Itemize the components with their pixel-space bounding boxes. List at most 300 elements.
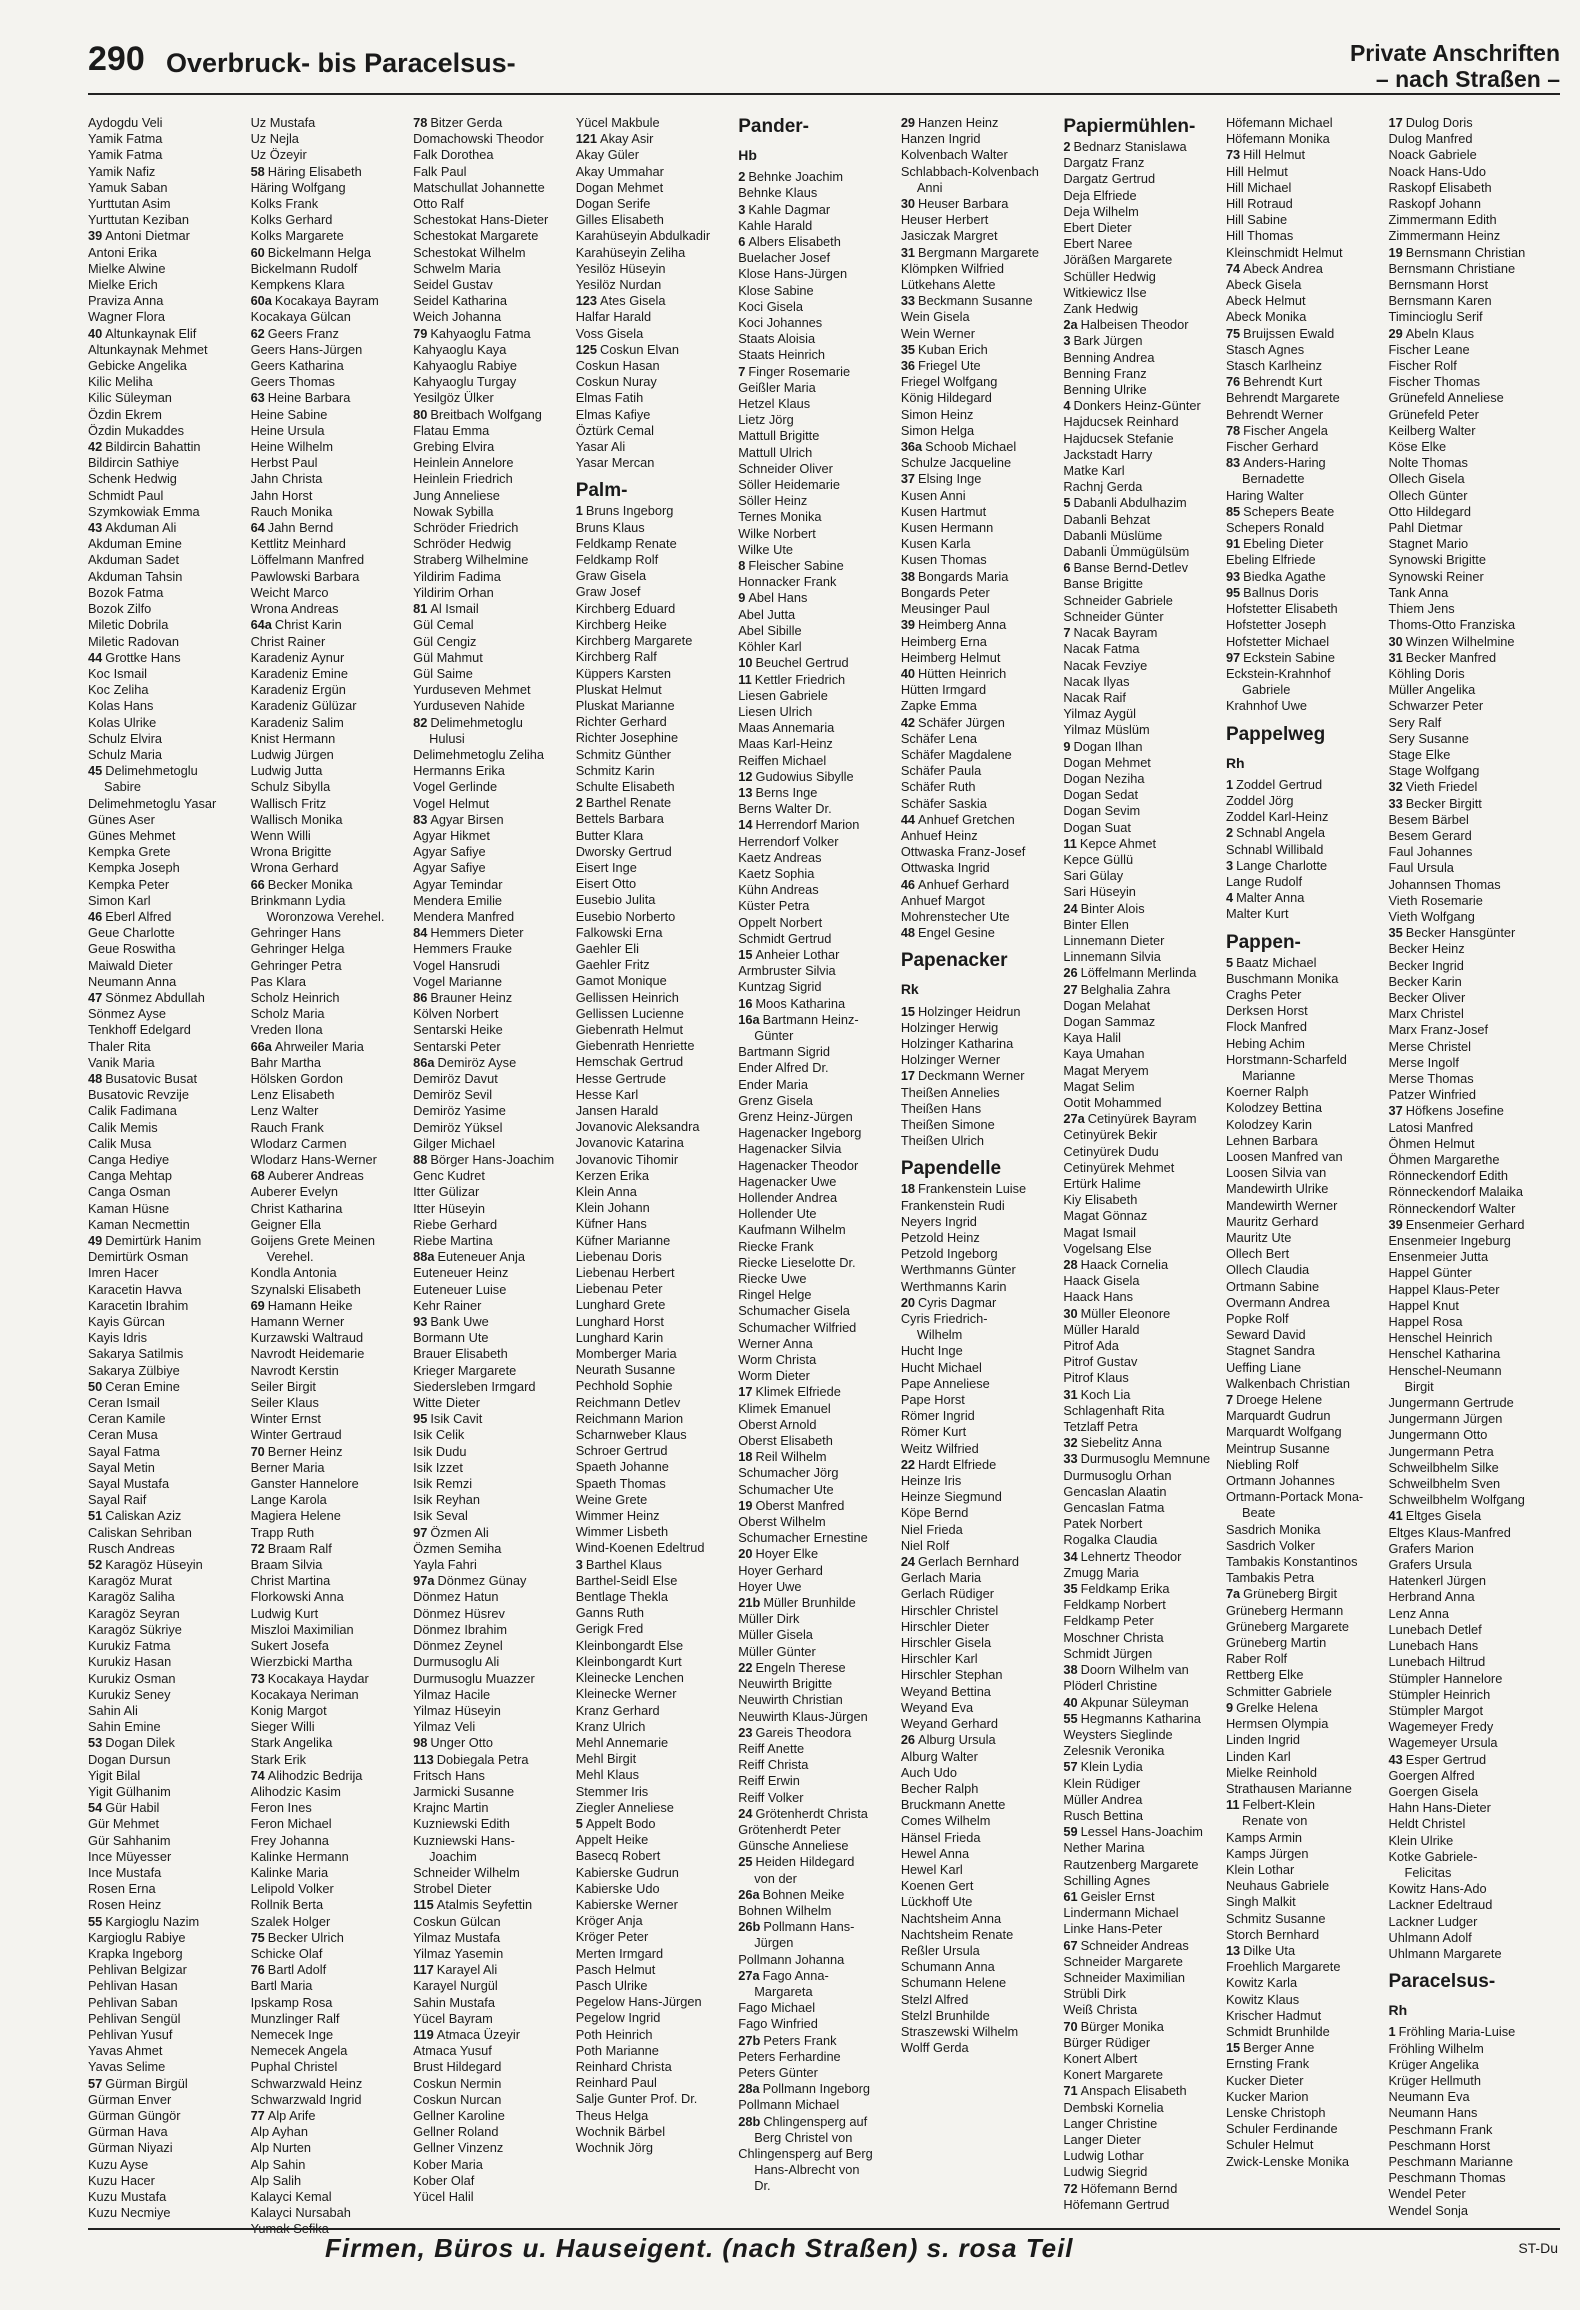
resident-entry: [901, 131, 1056, 147]
resident-entry: [1389, 1816, 1544, 1832]
resident-name: Klein Johann: [575, 1200, 650, 1216]
resident-name: Hajducsek Reinhard: [1063, 414, 1179, 430]
resident-entry: [1389, 958, 1544, 974]
resident-name: Hatenkerl Jürgen: [1388, 1573, 1486, 1589]
resident-name: Öhmen Margarethe: [1388, 1152, 1500, 1167]
resident-name: Stasch Agnes: [1225, 341, 1305, 357]
resident-entry: [1226, 2073, 1381, 2089]
resident-name: Rogalka Claudia: [1063, 1532, 1158, 1548]
resident-name: Sari Hüseyin: [1063, 884, 1136, 900]
resident-entry: [413, 196, 568, 212]
resident-entry: [251, 1849, 406, 1865]
resident-name: Günes Mehmet: [88, 827, 176, 843]
resident-name: Klein Ulrike: [1388, 1832, 1454, 1848]
resident-entry: [1389, 1006, 1544, 1022]
resident-entry: [576, 1200, 731, 1216]
resident-entry: [1389, 844, 1544, 860]
resident-entry: [576, 552, 731, 568]
resident-name: Canga Osman: [88, 1184, 171, 1200]
resident-entry: [901, 536, 1056, 552]
resident-entry: [1389, 358, 1544, 374]
resident-name: Lackner Ludger: [1388, 1913, 1478, 1929]
house-number: 46: [88, 908, 103, 924]
resident-entry: [251, 2027, 406, 2043]
resident-name: Becker Heinz: [1388, 941, 1465, 957]
resident-entry: [738, 1498, 893, 1514]
resident-entry: [1389, 2041, 1544, 2057]
resident-name: Simon Helga: [900, 422, 975, 438]
resident-name: Bruns Ingeborg: [585, 503, 674, 519]
resident-name: Oberst Arnold: [738, 1416, 817, 1432]
resident-entry: [1063, 1030, 1218, 1046]
resident-entry: [576, 1022, 731, 1038]
resident-name: Schüller Hedwig: [1063, 268, 1156, 284]
resident-name: Demirtürk Hanim: [105, 1233, 202, 1249]
resident-name: Hirschler Dieter: [900, 1618, 989, 1634]
resident-name: Müller Dirk: [738, 1611, 800, 1627]
resident-entry: [1389, 212, 1544, 228]
resident-name: Akay Asir: [600, 131, 654, 147]
page-number: 290: [88, 40, 145, 78]
resident-name: Hill Helmut: [1225, 163, 1288, 179]
resident-name: Benning Andrea: [1063, 349, 1155, 365]
resident-entry: [88, 941, 243, 957]
resident-entry: [1226, 261, 1381, 277]
resident-name: Hans-Albrecht von: [754, 2162, 860, 2178]
resident-entry: [413, 1071, 568, 1087]
resident-name: Seidel Katharina: [413, 293, 508, 309]
house-number: 39: [88, 228, 103, 244]
resident-name: Brauer Elisabeth: [413, 1346, 508, 1362]
resident-entry: [1226, 1100, 1381, 1116]
resident-name: Straberg Wilhelmine: [413, 552, 529, 568]
resident-name: Schäfer Paula: [900, 763, 982, 779]
resident-name: Graw Josef: [575, 584, 641, 600]
house-number: 32: [1063, 1435, 1078, 1451]
resident-name: Höfkens Josefine: [1405, 1103, 1504, 1119]
resident-entry: [251, 1557, 406, 1573]
resident-entry: [1226, 842, 1381, 858]
resident-name: Cetinyürek Mehmet: [1063, 1159, 1175, 1175]
resident-name: Faul Johannes: [1388, 844, 1473, 860]
resident-entry: [88, 358, 243, 374]
resident-name: Graw Gisela: [575, 568, 647, 584]
resident-entry: [1389, 471, 1544, 487]
resident-entry: [576, 1654, 731, 1670]
resident-name: Kober Olaf: [413, 2172, 475, 2188]
resident-name: Heine Ursula: [250, 422, 325, 438]
resident-entry: [738, 866, 893, 882]
resident-name: Ceran Emine: [105, 1378, 180, 1394]
resident-name: Müller Andrea: [1063, 1791, 1143, 1807]
resident-name: Karacetin Havva: [88, 1281, 182, 1297]
resident-name: Knist Hermann: [250, 730, 336, 746]
resident-name: Dogan Serife: [575, 196, 651, 212]
resident-entry: [1063, 1370, 1218, 1386]
resident-entry: [738, 1174, 893, 1190]
resident-entry: [251, 601, 406, 617]
resident-name: Halfar Harald: [575, 309, 652, 325]
resident-name: Reßler Ursula: [900, 1942, 980, 1958]
resident-entry: [576, 1330, 731, 1346]
resident-name: Wlodarz Carmen: [250, 1135, 347, 1151]
resident-name: Dembski Kornelia: [1063, 2099, 1164, 2115]
resident-entry: [576, 1297, 731, 1313]
resident-name: Dabanli Abdulhazim: [1073, 495, 1187, 511]
resident-name: Gehringer Helga: [250, 941, 345, 957]
resident-name: Nacak Fevziye: [1063, 657, 1148, 673]
resident-name: Zimmermann Edith: [1388, 212, 1497, 228]
resident-entry: [413, 990, 568, 1006]
resident-name: Kolodzey Bettina: [1225, 1100, 1322, 1116]
resident-entry: [1063, 1938, 1218, 1954]
resident-name: Wimmer Lisbeth: [575, 1524, 669, 1540]
resident-entry: [1063, 512, 1218, 528]
resident-name: Kondla Antonia: [250, 1265, 337, 1281]
house-number: 24: [900, 1554, 916, 1570]
resident-entry: [1226, 1133, 1381, 1149]
resident-entry: [1063, 560, 1218, 576]
resident-name: Schestokat Wilhelm: [413, 244, 526, 260]
house-number: 121: [575, 131, 598, 147]
resident-entry: [576, 115, 731, 131]
resident-name: Falk Dorothea: [413, 147, 494, 163]
resident-entry: [251, 1184, 406, 1200]
resident-entry: [1226, 164, 1381, 180]
resident-name: Linnemann Dieter: [1063, 932, 1165, 948]
resident-name: Loosen Silvia van: [1225, 1165, 1327, 1181]
resident-entry: [738, 347, 893, 363]
resident-name: Kahyaoglu Rabiye: [413, 358, 517, 374]
resident-name: Finger Rosemarie: [748, 363, 851, 379]
resident-entry: [738, 1709, 893, 1725]
resident-name: Demiröz Yüksel: [413, 1119, 503, 1135]
resident-name: Hewel Anna: [900, 1845, 970, 1861]
resident-name: Sahin Mustafa: [413, 1994, 495, 2010]
resident-entry: [251, 828, 406, 844]
resident-name: Linden Ingrid: [1225, 1732, 1300, 1748]
resident-name: Schröder Hedwig: [413, 536, 512, 552]
resident-entry: [738, 477, 893, 493]
resident-entry: [576, 1508, 731, 1524]
resident-name: Fröhling Wilhelm: [1388, 2040, 1484, 2056]
resident-entry: [251, 455, 406, 471]
resident-entry: [1226, 2008, 1381, 2024]
resident-name: Gellner Roland: [413, 2124, 499, 2140]
house-number: 76: [250, 1962, 265, 1978]
resident-name: Gürman Birgül: [105, 2075, 188, 2091]
resident-name: Yigit Bilal: [88, 1767, 141, 1783]
resident-name: Feldkamp Rolf: [575, 552, 659, 568]
resident-entry: [1226, 1538, 1381, 1554]
resident-name: Deckmann Werner: [918, 1068, 1025, 1084]
house-number: 25: [738, 1854, 753, 1870]
resident-name: Kolvenbach Walter: [900, 147, 1008, 163]
resident-entry: [1063, 1225, 1218, 1241]
house-number: 2: [1225, 825, 1234, 841]
resident-entry: [1063, 463, 1218, 479]
resident-entry: [901, 1603, 1056, 1619]
resident-entry: [251, 860, 406, 876]
resident-name: Schmidt Gertrud: [738, 930, 832, 946]
resident-entry: [1226, 601, 1381, 617]
resident-entry: [413, 2124, 568, 2140]
resident-name: Uhlmann Margarete: [1388, 1945, 1502, 1961]
resident-entry: [413, 2108, 568, 2124]
resident-name: Dulog Manfred: [1388, 131, 1473, 147]
resident-entry: [413, 2059, 568, 2075]
resident-name: Biedka Agathe: [1243, 568, 1326, 584]
resident-name: Mauritz Gerhard: [1225, 1213, 1319, 1229]
resident-name: Gür Habil: [105, 1800, 160, 1816]
house-number: 7: [738, 363, 746, 379]
house-number: 76: [1225, 374, 1241, 390]
resident-name: Poth Marianne: [575, 2042, 659, 2058]
resident-name: Hesse Gertrude: [575, 1070, 667, 1086]
resident-name: Siedersleben Irmgard: [413, 1378, 536, 1394]
resident-name: Hofstetter Elisabeth: [1225, 601, 1338, 617]
house-number: 97: [1225, 649, 1241, 665]
house-number: 15: [1225, 2040, 1241, 2056]
resident-name: Marx Franz-Josef: [1388, 1022, 1489, 1038]
resident-entry: [88, 990, 243, 1006]
resident-name: Kolodzey Karin: [1225, 1116, 1313, 1132]
resident-name: Pegelow Hans-Jürgen: [575, 1994, 702, 2010]
resident-entry: [576, 1589, 731, 1605]
resident-entry: [251, 844, 406, 860]
resident-entry: [251, 634, 406, 650]
resident-name: Wlodarz Hans-Werner: [250, 1152, 377, 1167]
resident-entry: [901, 1716, 1056, 1732]
resident-entry: [1063, 1419, 1218, 1435]
resident-name: Nacak Fatma: [1063, 641, 1140, 657]
resident-entry: [901, 455, 1056, 471]
entry-continuation: [413, 731, 568, 747]
resident-name: Grelke Helena: [1236, 1699, 1318, 1715]
resident-name: Durmusoglu Orhan: [1063, 1467, 1172, 1483]
resident-name: Noack Gabriele: [1388, 147, 1477, 163]
resident-name: Kempkens Klara: [250, 277, 345, 293]
resident-name: Richter Josephine: [575, 730, 679, 746]
resident-entry: [901, 877, 1056, 893]
resident-entry: [1063, 1176, 1218, 1192]
house-number: 17: [738, 1384, 753, 1400]
resident-entry: [738, 1887, 893, 1903]
resident-name: Klimek Emanuel: [738, 1400, 831, 1416]
resident-name: Vogel Gerlinde: [413, 779, 498, 795]
resident-entry: [1389, 1735, 1544, 1751]
resident-name: Hirschler Christel: [900, 1602, 999, 1618]
resident-name: Happel Rosa: [1388, 1314, 1463, 1330]
resident-name: Jovanovic Katarina: [575, 1135, 684, 1151]
resident-entry: [251, 1103, 406, 1119]
resident-entry: [738, 2146, 893, 2162]
resident-name: Stelzl Brunhilde: [900, 2007, 990, 2023]
resident-name: Tetzlaff Petra: [1063, 1419, 1138, 1435]
resident-name: Kalinke Maria: [250, 1864, 329, 1880]
resident-name: Schneider Maximilian: [1063, 1969, 1185, 1985]
resident-entry: [1063, 1014, 1218, 1030]
resident-entry: [1389, 115, 1544, 131]
resident-entry: [1389, 164, 1544, 180]
resident-name: Gürman Güngör: [88, 2107, 181, 2123]
resident-name: Ertürk Halime: [1063, 1176, 1141, 1191]
resident-name: Cyris Dagmar: [918, 1294, 997, 1310]
resident-entry: [88, 131, 243, 147]
resident-entry: [413, 1363, 568, 1379]
resident-entry: [413, 1249, 568, 1265]
resident-entry: [1389, 1103, 1544, 1119]
resident-name: Beuchel Gertrud: [755, 655, 849, 671]
resident-entry: [88, 1249, 243, 1265]
resident-name: Karagöz Saliha: [88, 1589, 175, 1605]
resident-entry: [413, 1330, 568, 1346]
resident-name: Neuwirth Brigitte: [738, 1676, 833, 1692]
resident-name: Alihodzic Kasim: [250, 1783, 341, 1799]
resident-name: Timincioglu Serif: [1388, 309, 1483, 325]
resident-name: Euteneuer Heinz: [413, 1265, 509, 1281]
resident-entry: [1226, 1700, 1381, 1716]
resident-name: Schmitter Gabriele: [1225, 1683, 1332, 1699]
resident-entry: [251, 1930, 406, 1946]
house-number: 77: [250, 2107, 265, 2123]
resident-name: Dogan Neziha: [1063, 770, 1145, 786]
resident-entry: [1389, 1265, 1544, 1281]
resident-entry: [1389, 131, 1544, 147]
entry-continuation: [738, 1871, 893, 1887]
resident-entry: [88, 1201, 243, 1217]
resident-entry: [738, 1757, 893, 1773]
resident-name: Berner Maria: [250, 1459, 325, 1475]
resident-entry: [413, 796, 568, 812]
resident-name: Gehringer Petra: [250, 957, 342, 973]
resident-entry: [901, 1198, 1056, 1214]
resident-name: Mielke Alwine: [88, 260, 166, 276]
resident-entry: [413, 650, 568, 666]
resident-entry: [738, 753, 893, 769]
entry-continuation: [1226, 1505, 1381, 1521]
resident-name: Kober Maria: [413, 2156, 483, 2172]
resident-name: Kabierske Udo: [575, 1880, 660, 1896]
resident-name: Linnemann Silvia: [1063, 949, 1161, 965]
resident-entry: [738, 1546, 893, 1562]
resident-name: Jungermann Gertrude: [1388, 1395, 1514, 1411]
resident-name: Scholz Heinrich: [250, 989, 340, 1005]
resident-name: Becker Oliver: [1388, 989, 1466, 1005]
resident-entry: [1226, 1651, 1381, 1667]
resident-entry: [576, 455, 731, 471]
resident-entry: [901, 1101, 1056, 1117]
resident-entry: [1226, 1765, 1381, 1781]
resident-name: Bildircin Bahattin: [105, 439, 201, 455]
resident-name: Eltges Klaus-Manfred: [1388, 1524, 1511, 1540]
resident-name: Pollmann Ingeborg: [762, 2081, 871, 2097]
resident-entry: [251, 990, 406, 1006]
resident-name: Nether Marina: [1063, 1840, 1145, 1856]
resident-entry: [738, 688, 893, 704]
resident-entry: [88, 731, 243, 747]
resident-entry: [738, 250, 893, 266]
resident-entry: [88, 1330, 243, 1346]
resident-name: Kirchberg Eduard: [575, 600, 676, 616]
resident-name: Herbst Paul: [250, 455, 318, 471]
resident-entry: [251, 1881, 406, 1897]
house-number: 93: [1225, 568, 1241, 584]
resident-name: Pitrof Gustav: [1063, 1354, 1138, 1370]
resident-name: Schroer Gertrud: [575, 1443, 668, 1459]
resident-name: Günsche Anneliese: [738, 1838, 849, 1854]
resident-name: Caliskan Sehriban: [88, 1524, 192, 1540]
resident-entry: [1389, 504, 1544, 520]
resident-entry: [251, 1573, 406, 1589]
resident-name: Sabire: [104, 779, 141, 795]
resident-entry: [1226, 1165, 1381, 1181]
resident-name: Sentarski Heike: [413, 1022, 503, 1038]
resident-entry: [738, 1773, 893, 1789]
resident-entry: [1226, 1846, 1381, 1862]
resident-entry: [1063, 1678, 1218, 1694]
resident-name: Söller Heinz: [738, 493, 808, 509]
directory-column: [250, 115, 406, 2237]
resident-name: Kocakaya Gülcan: [250, 309, 351, 325]
resident-name: Zwick-Lenske Monika: [1225, 2153, 1349, 2169]
resident-entry: [901, 1797, 1056, 1813]
resident-entry: [738, 1741, 893, 1757]
house-number: 88a: [413, 1249, 435, 1265]
resident-name: Ludwig Kurt: [250, 1605, 319, 1621]
resident-entry: [901, 439, 1056, 455]
resident-name: Höfemann Monika: [1225, 131, 1330, 147]
resident-entry: [901, 1473, 1056, 1489]
resident-entry: [1063, 1857, 1218, 1873]
resident-name: Lessel Hans-Joachim: [1080, 1824, 1203, 1840]
resident-name: Akduman Ali: [105, 520, 177, 536]
resident-entry: [1389, 1687, 1544, 1703]
resident-entry: [1063, 2019, 1218, 2035]
resident-entry: [413, 1525, 568, 1541]
resident-name: Lelipold Volker: [250, 1881, 334, 1897]
resident-entry: [251, 1541, 406, 1557]
house-number: 88: [413, 1152, 428, 1167]
resident-name: Geers Katharina: [250, 358, 344, 374]
resident-name: Kleinecke Lenchen: [575, 1670, 684, 1686]
resident-name: Karagöz Hüseyin: [105, 1557, 203, 1573]
resident-entry: [1063, 917, 1218, 933]
resident-entry: [251, 1168, 406, 1184]
resident-entry: [1389, 1784, 1544, 1800]
resident-entry: [738, 1060, 893, 1076]
house-number: 59: [1063, 1824, 1078, 1840]
resident-name: Schmitz Karin: [575, 762, 655, 778]
resident-entry: [1063, 139, 1218, 155]
resident-name: Pehlivan Belgizar: [88, 1962, 187, 1978]
resident-entry: [1226, 650, 1381, 666]
resident-name: Stemmer Iris: [575, 1783, 649, 1799]
resident-entry: [413, 1022, 568, 1038]
resident-entry: [901, 1133, 1056, 1149]
resident-entry: [1226, 1279, 1381, 1295]
resident-entry: [251, 1622, 406, 1638]
resident-name: Schumacher Jörg: [738, 1465, 839, 1481]
resident-name: Szalek Holger: [250, 1913, 331, 1929]
resident-entry: [1226, 825, 1381, 841]
resident-entry: [576, 892, 731, 908]
resident-entry: [1226, 666, 1381, 682]
resident-entry: [901, 747, 1056, 763]
house-number: 36: [900, 358, 916, 374]
resident-name: Heine Wilhelm: [250, 439, 334, 455]
resident-name: Schulz Sibylla: [250, 779, 331, 795]
